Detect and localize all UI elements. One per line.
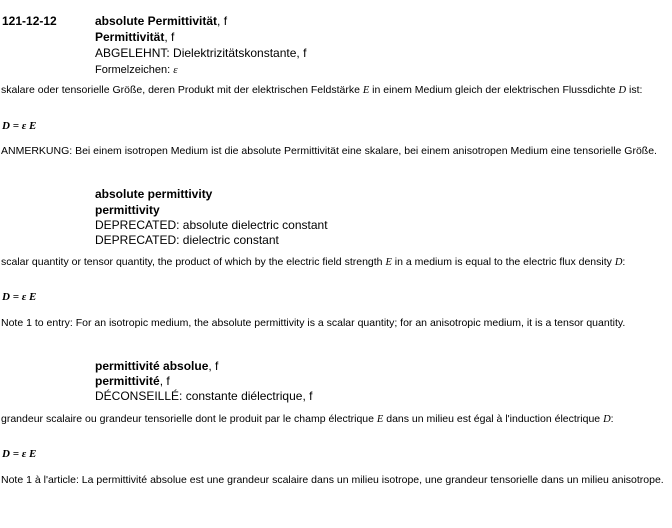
french-term-2-text: permittivité <box>95 374 160 388</box>
english-term-1: absolute permittivity <box>95 187 213 201</box>
english-deprecated-1: DEPRECATED: absolute dielectric constant <box>95 218 328 232</box>
german-note: ANMERKUNG: Bei einem isotropen Medium ist die absolute Permittivität eine skalare, bei einem anisotropen Medium eine tensorielle Größe. <box>1 145 657 157</box>
english-formula: D = ε E <box>2 291 37 303</box>
german-deprecated: ABGELEHNT: Dielektrizitätskonstante, f <box>95 46 307 60</box>
german-term-1-text: absolute Permittivität <box>95 14 218 28</box>
english-definition-text-2: in a medium is equal to the electric flux density <box>391 256 615 268</box>
german-formula: D = ε E <box>2 120 37 132</box>
english-definition-text-1: scalar quantity or tensor quantity, the product of which by the electric field strength <box>1 256 386 268</box>
french-term-1-text: permittivité absolue <box>95 359 209 373</box>
german-term-1-gender: , f <box>217 14 228 28</box>
french-term-1-gender: , f <box>208 359 219 373</box>
english-definition <box>1 256 669 269</box>
german-definition-D: D <box>618 85 627 96</box>
english-term-2: permittivity <box>95 203 160 217</box>
french-term-2-gender: , f <box>159 374 170 388</box>
german-term-2 <box>95 30 174 45</box>
german-term-2-gender: , f <box>164 30 175 44</box>
french-definition-D: D <box>603 414 611 425</box>
french-definition-text-1: grandeur scalaire ou grandeur tensorielle dont le produit par le champ électrique <box>1 413 377 425</box>
french-formula: D = ε E <box>2 448 37 460</box>
french-note: Note 1 à l'article: La permittivité absolue est une grandeur scalaire dans un milieu isotrope, une grandeur tensorielle dans un milieu anisotrope. <box>1 474 664 486</box>
german-definition <box>1 84 669 97</box>
english-definition-D: D <box>614 257 623 268</box>
german-definition-text-2: in einem Medium gleich der elektrischen Flussdichte <box>369 84 619 96</box>
german-definition-E: E <box>362 85 370 96</box>
german-symbol: ε <box>173 64 178 76</box>
french-deprecated: DÉCONSEILLÉ: constante diélectrique, f <box>95 389 313 403</box>
french-term-1 <box>95 359 218 374</box>
german-term-1 <box>95 14 227 29</box>
entry-number: 121-12-12 <box>2 14 57 28</box>
german-definition-text-1: skalare oder tensorielle Größe, deren Produkt mit der elektrischen Feldstärke <box>1 84 363 96</box>
english-definition-text-3: : <box>622 256 626 268</box>
german-term-2-text: Permittivität <box>95 30 165 44</box>
english-note: Note 1 to entry: For an isotropic medium, the absolute permittivity is a scalar quantity; for an anisotropic medium, it is a tensor quantity. <box>1 317 626 329</box>
english-deprecated-2: DEPRECATED: dielectric constant <box>95 233 279 247</box>
english-definition-E: E <box>385 257 392 268</box>
french-term-2 <box>95 374 170 389</box>
french-definition <box>1 413 669 426</box>
french-definition-text-3: : <box>610 413 614 425</box>
french-definition-text-2: dans un milieu est égal à l'induction électrique <box>383 413 604 425</box>
german-symbol-label: Formelzeichen: <box>95 64 174 76</box>
german-definition-text-3: ist: <box>626 84 643 96</box>
french-definition-E: E <box>376 414 384 425</box>
german-symbol-line <box>95 63 178 78</box>
